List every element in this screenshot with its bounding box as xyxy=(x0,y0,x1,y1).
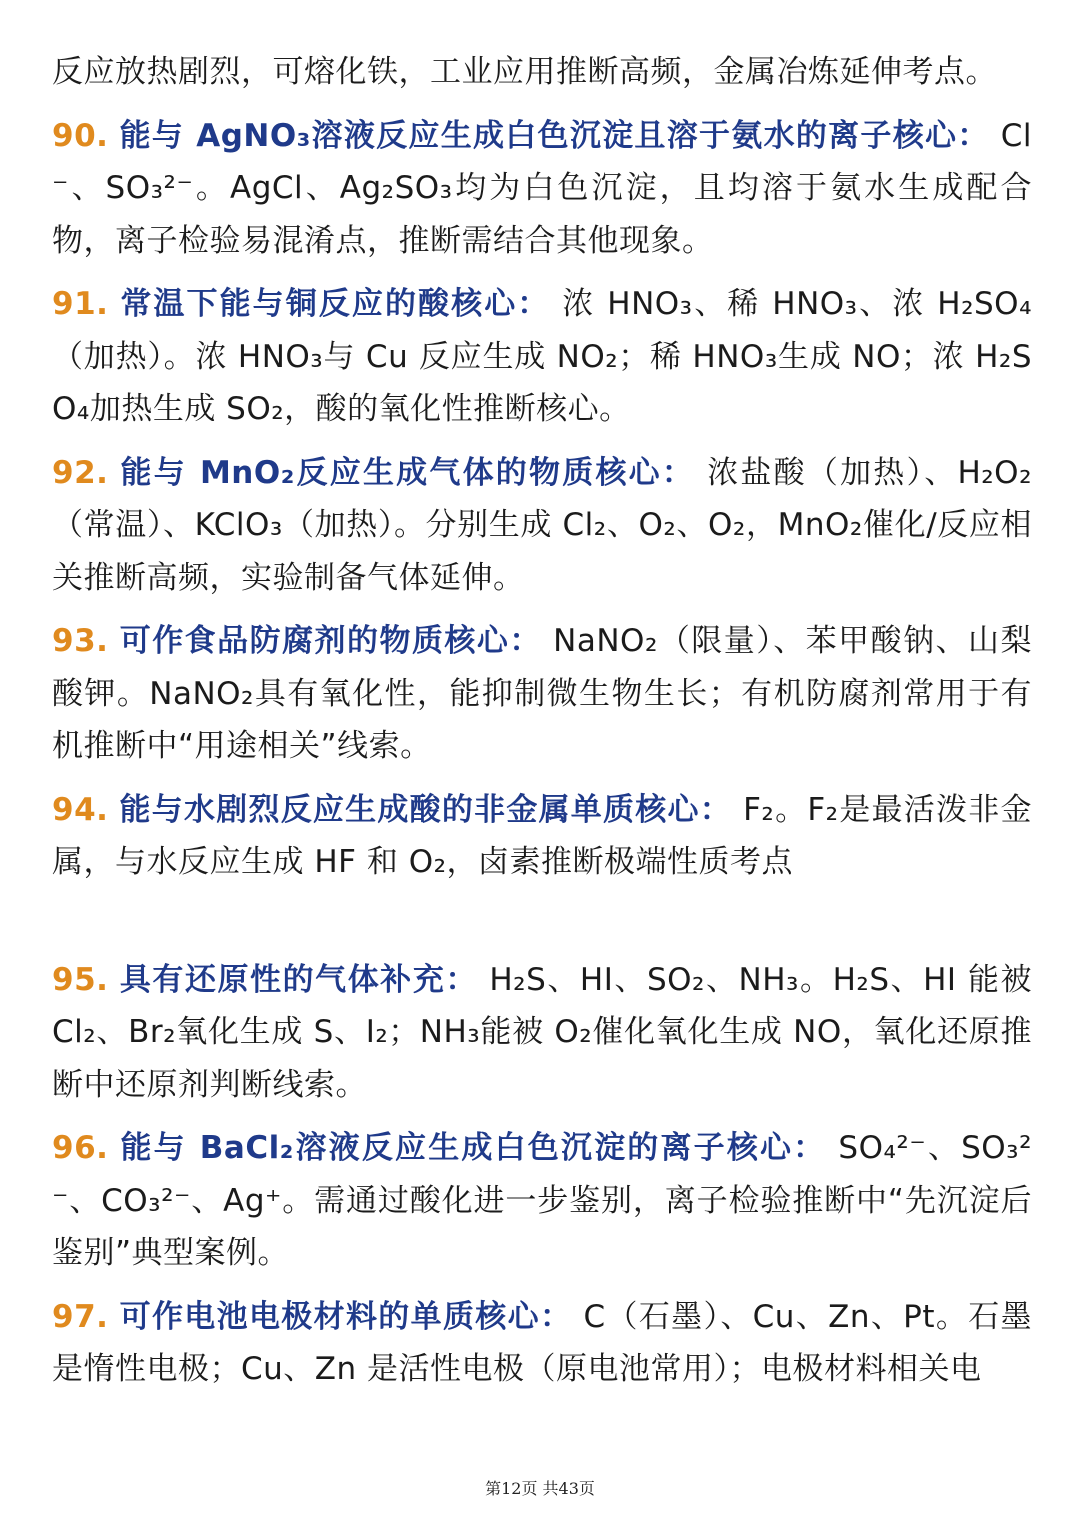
item-heading: 能与 BaCl₂溶液反应生成白色沉淀的离子核心： xyxy=(120,1130,827,1166)
item-body: C（石墨）、Cu、Zn、Pt。石墨是惰性电极；Cu、Zn 是活性电极（原电池常用）；电极材料相关电 xyxy=(52,1298,1033,1387)
item-heading: 能与 AgNO₃溶液反应生成白色沉淀且溶于氨水的离子核心： xyxy=(119,117,990,154)
item-heading: 能与水剧烈反应生成酸的非金属单质核心： xyxy=(119,791,732,828)
item-number: 92. xyxy=(52,454,109,491)
intro-text: 反应放热剧烈，可熔化铁，工业应用推断高频，金属冶炼延伸考点。 xyxy=(52,54,997,90)
item-94 xyxy=(52,784,1032,889)
item-body: SO₄²⁻、SO₃²⁻、CO₃²⁻、Ag⁺。需通过酸化进一步鉴别，离子检验推断中“先沉淀后鉴别”典型案例。 xyxy=(52,1130,1033,1271)
page-number-footer: 第12页 共43页 xyxy=(485,1479,595,1498)
item-body: 浓 HNO₃、稀 HNO₃、浓 H₂SO₄（加热）。浓 HNO₃与 Cu 反应生成 NO₂；稀 HNO₃生成 NO；浓 H₂SO₄加热生成 SO₂，酸的氧化性推断核心。 xyxy=(52,286,1032,427)
item-body: F₂。F₂是最活泼非金属，与水反应生成 HF 和 O₂，卤素推断极端性质考点 xyxy=(52,791,1032,880)
item-body: NaNO₂（限量）、苯甲酸钠、山梨酸钾。NaNO₂具有氧化性，能抑制微生物生长；有机防腐剂常用于有机推断中“用途相关”线索。 xyxy=(52,623,1032,764)
item-97 xyxy=(52,1291,1032,1396)
item-body: H₂S、HI、SO₂、NH₃。H₂S、HI 能被 Cl₂、Br₂氧化生成 S、I₂；NH₃能被 O₂催化氧化生成 NO，氧化还原推断中还原剂判断线索。 xyxy=(52,961,1033,1103)
item-96 xyxy=(52,1122,1032,1280)
item-number: 96. xyxy=(52,1130,109,1166)
item-number: 91. xyxy=(52,286,109,322)
item-heading: 常温下能与铜反应的酸核心： xyxy=(120,286,551,322)
item-body: 浓盐酸（加热）、H₂O₂（常温）、KClO₃（加热）。分别生成 Cl₂、O₂、O₂，MnO₂催化/反应相关推断高频，实验制备气体延伸。 xyxy=(52,454,1033,596)
item-heading: 可作电池电极材料的单质核心： xyxy=(119,1298,573,1335)
item-93 xyxy=(52,615,1032,773)
item-95 xyxy=(52,954,1032,1112)
item-heading: 具有还原性的气体补充： xyxy=(119,961,478,998)
intro-paragraph xyxy=(52,46,1032,99)
item-92 xyxy=(52,447,1032,605)
item-heading: 能与 MnO₂反应生成气体的物质核心： xyxy=(120,454,696,491)
item-90 xyxy=(52,110,1032,268)
item-91 xyxy=(52,278,1032,436)
item-heading: 可作食品防腐剂的物质核心： xyxy=(119,623,542,659)
document-body xyxy=(52,46,1032,1407)
item-number: 97. xyxy=(52,1298,109,1335)
item-number: 95. xyxy=(52,961,109,998)
item-number: 94. xyxy=(52,791,109,828)
item-number: 90. xyxy=(52,117,109,154)
item-body: Cl⁻、SO₃²⁻。AgCl、Ag₂SO₃均为白色沉淀，且均溶于氨水生成配合物，离子检验易混淆点，推断需结合其他现象。 xyxy=(52,117,1032,259)
item-number: 93. xyxy=(52,623,109,659)
